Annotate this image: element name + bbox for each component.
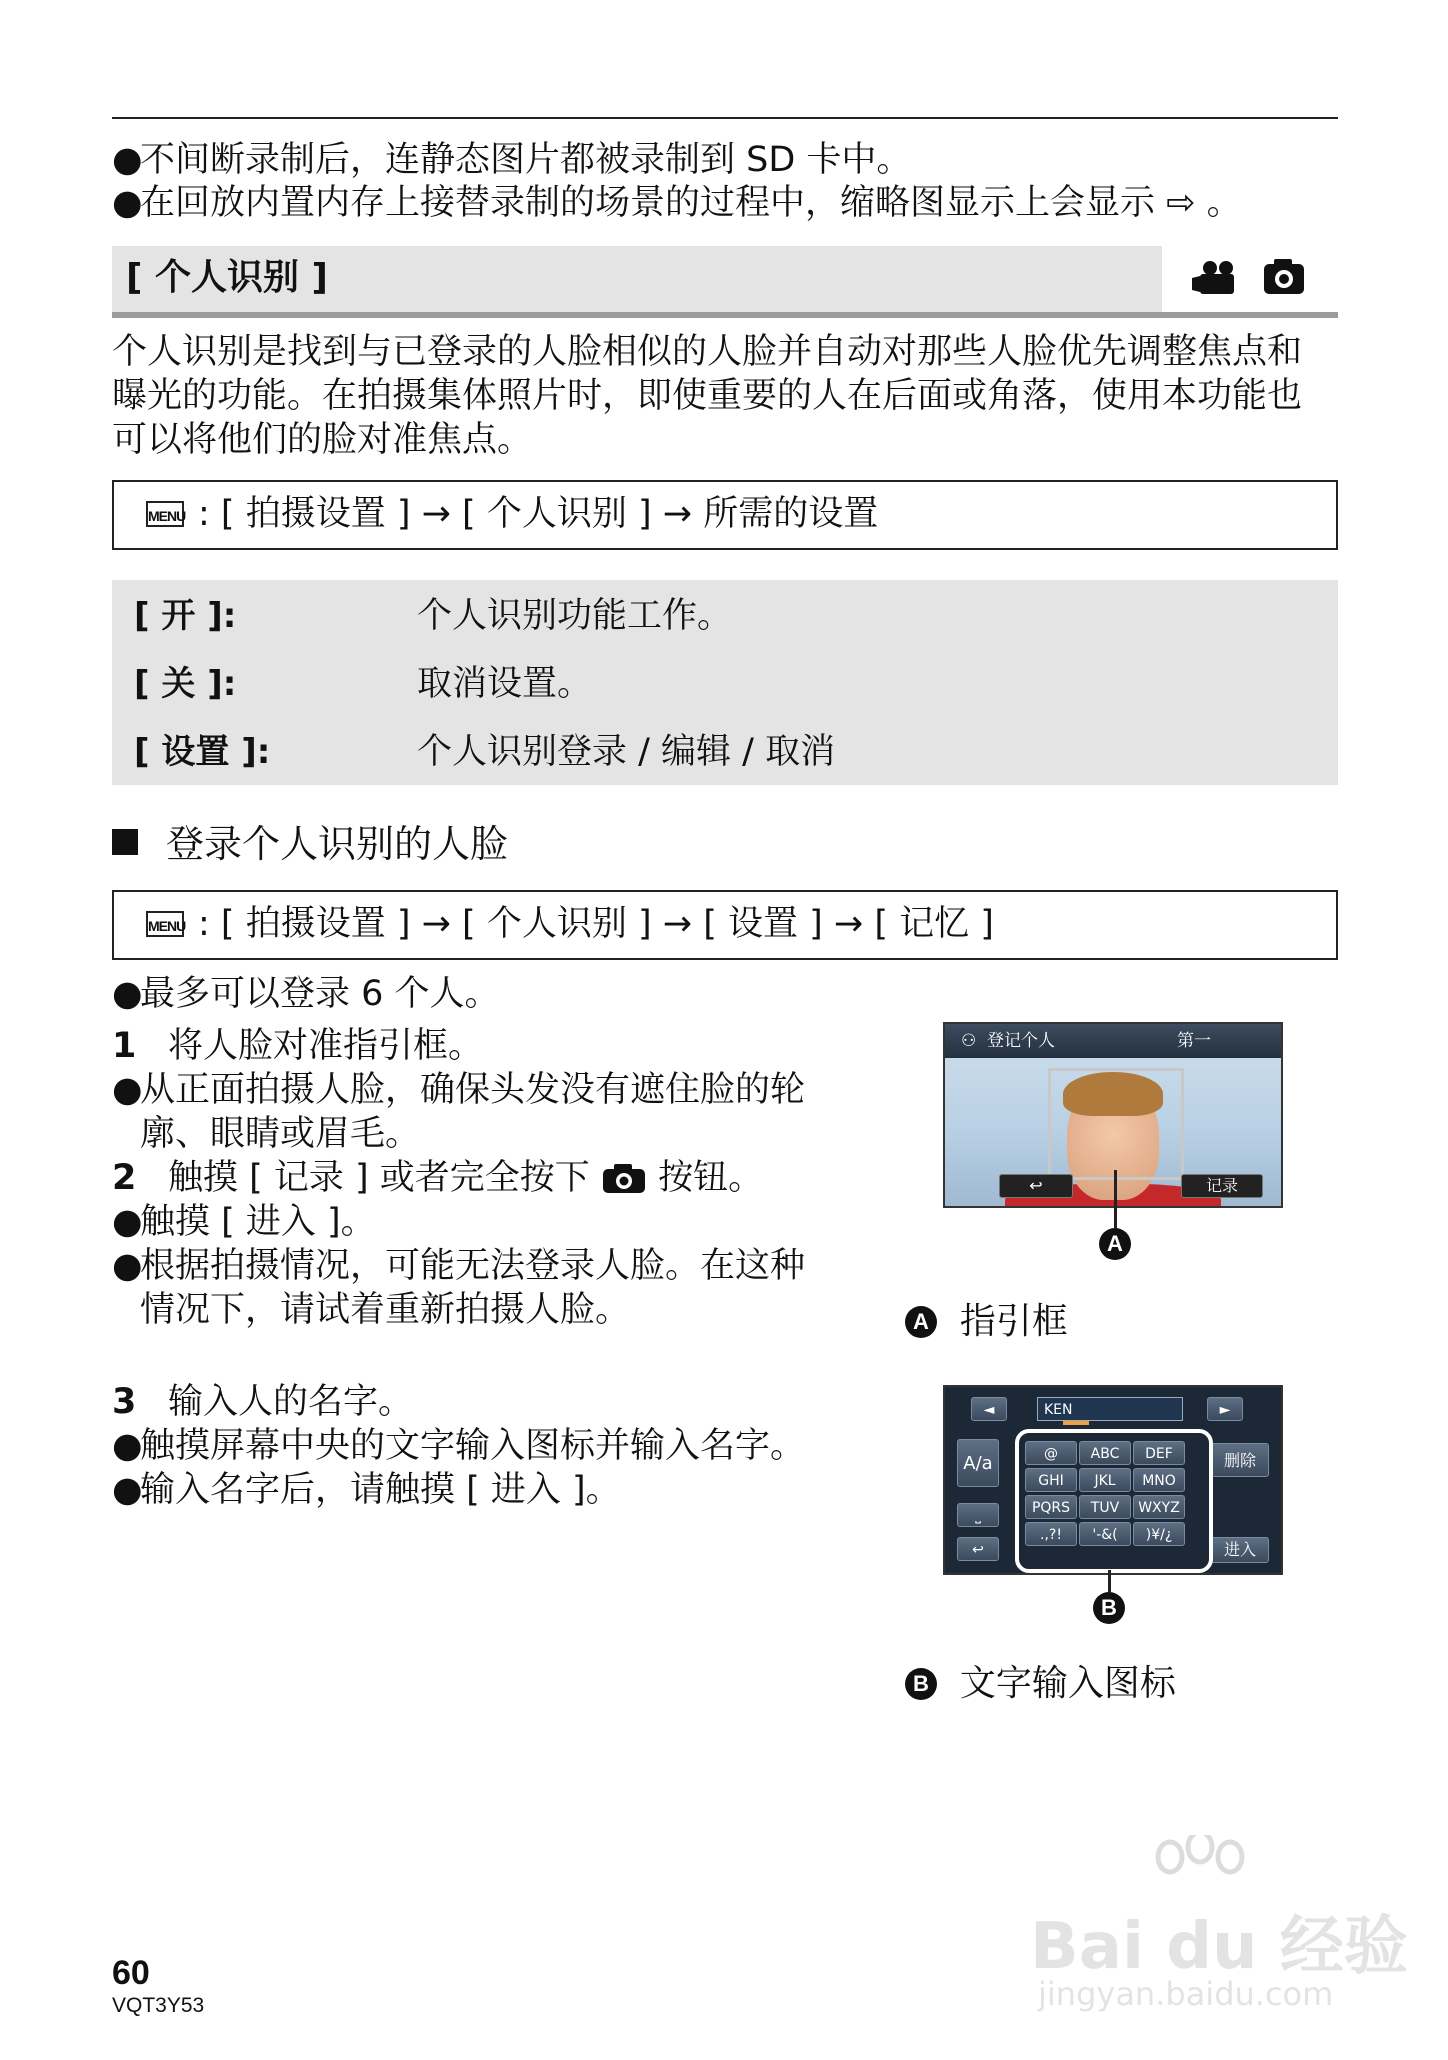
char-key[interactable]: GHI <box>1025 1468 1077 1492</box>
mode-icons <box>1162 246 1338 312</box>
step-2: 2 触摸 [ 记录 ] 或者完全按下 按钮。 <box>112 1158 764 1198</box>
still-camera-icon <box>1264 259 1304 294</box>
caption-b: B 文字输入图标 <box>905 1662 1176 1706</box>
guide-frame <box>1048 1068 1184 1180</box>
callout-leader-a <box>1114 1170 1117 1228</box>
person-icon: ⚇ <box>961 1031 977 1051</box>
bullet-dot: ● <box>112 1426 143 1466</box>
bullet-dot: ● <box>112 974 143 1014</box>
text-input-screen <box>943 1385 1283 1575</box>
section-header <box>112 246 1338 318</box>
char-key[interactable]: PQRS <box>1025 1495 1077 1519</box>
watermark-url: jingyan.baidu.com <box>1038 1975 1334 2013</box>
subheading: 登录个人识别的人脸 <box>112 820 508 868</box>
delete-button[interactable]: 删除 <box>1211 1443 1269 1477</box>
section-title: [ 个人识别 ] <box>126 257 328 298</box>
document-code: VQT3Y53 <box>112 1994 205 2017</box>
intro-bullet-1: ●不间断录制后，连静态图片都被录制到 SD 卡中。 <box>112 140 912 180</box>
char-key[interactable]: '-&( <box>1079 1522 1131 1546</box>
option-label-on: [ 开 ]: <box>134 596 237 636</box>
case-toggle-key[interactable]: A/a <box>957 1439 999 1487</box>
option-label-off: [ 关 ]: <box>134 664 237 704</box>
back-button[interactable]: ↩ <box>999 1174 1073 1198</box>
char-key[interactable]: @ <box>1025 1441 1077 1465</box>
menu-icon: MENU <box>146 501 184 527</box>
menu-path-text-1: : [ 拍摄设置 ] → [ 个人识别 ] → 所需的设置 <box>198 494 879 534</box>
page-number: 60 <box>112 1954 150 1992</box>
step-2-bullet-2: ●根据拍摄情况，可能无法登录人脸。在这种 <box>112 1246 806 1286</box>
char-key[interactable]: .,?! <box>1025 1522 1077 1546</box>
description-line-3: 可以将他们的脸对准焦点。 <box>112 420 533 460</box>
baidu-watermark <box>1030 1835 1408 2015</box>
step-1-bullet: ●从正面拍摄人脸，确保头发没有遮住脸的轮 <box>112 1070 806 1110</box>
option-label-setup: [ 设置 ]: <box>134 732 271 772</box>
caption-a: A 指引框 <box>905 1300 1068 1344</box>
intro-bullet-2: ●在回放内置内存上接替录制的场景的过程中，缩略图显示上会显示 ⇨ 。 <box>112 183 1242 223</box>
description-line-1: 个人识别是找到与已登录的人脸相似的人脸并自动对那些人脸优先调整焦点和 <box>112 332 1303 372</box>
bullet-dot: ● <box>112 1202 143 1242</box>
option-desc-setup: 个人识别登录 / 编辑 / 取消 <box>417 732 836 772</box>
bullet-dot: ● <box>112 183 143 223</box>
menu-path-box-1 <box>112 480 1338 550</box>
char-key[interactable]: JKL <box>1079 1468 1131 1492</box>
text-input-icon-frame <box>1015 1429 1213 1573</box>
step-3: 3 输入人的名字。 <box>112 1382 414 1422</box>
back-key[interactable]: ↩ <box>957 1537 999 1561</box>
bullet-dot: ● <box>112 140 143 180</box>
char-key[interactable]: WXYZ <box>1133 1495 1185 1519</box>
input-cursor <box>1063 1421 1089 1425</box>
name-input-field[interactable]: KEN <box>1037 1397 1183 1421</box>
step-1-bullet-cont: 廓、眼睛或眉毛。 <box>140 1114 421 1154</box>
enter-button[interactable]: 进入 <box>1211 1537 1269 1563</box>
square-bullet-icon <box>112 829 138 855</box>
top-rule <box>112 117 1338 119</box>
screen-topbar <box>945 1024 1281 1058</box>
face-registration-screen <box>943 1022 1283 1208</box>
video-camera-icon <box>1192 261 1234 294</box>
step-2-bullet-1: ●触摸 [ 进入 ]。 <box>112 1202 376 1242</box>
callout-marker-b: B <box>1093 1592 1125 1624</box>
left-arrow-key[interactable]: ◄ <box>971 1397 1007 1421</box>
char-key[interactable]: TUV <box>1079 1495 1131 1519</box>
bullet-dot: ● <box>112 1470 143 1510</box>
watermark-brand: Bai du 经验 <box>1030 1910 1408 1984</box>
shutter-camera-icon <box>601 1161 647 1195</box>
char-key[interactable]: ABC <box>1079 1441 1131 1465</box>
menu-icon: MENU <box>146 911 184 937</box>
callout-marker-a: A <box>1099 1228 1131 1260</box>
step-1: 1 将人脸对准指引框。 <box>112 1026 484 1066</box>
record-button[interactable]: 记录 <box>1181 1174 1263 1198</box>
step-3-bullet-2: ●输入名字后，请触摸 [ 进入 ]。 <box>112 1470 621 1510</box>
description-line-2: 曝光的功能。在拍摄集体照片时，即使重要的人在后面或角落，使用本功能也 <box>112 376 1303 416</box>
menu-path-text-2: : [ 拍摄设置 ] → [ 个人识别 ] → [ 设置 ] → [ 记忆 ] <box>198 904 994 944</box>
mode-icons-svg <box>1162 246 1338 312</box>
char-key[interactable]: MNO <box>1133 1468 1185 1492</box>
menu-path-box-2 <box>112 890 1338 960</box>
callout-leader-b <box>1108 1570 1111 1592</box>
step-2-bullet-2-cont: 情况下，请试着重新拍摄人脸。 <box>140 1290 631 1330</box>
space-key[interactable]: ⎵ <box>957 1503 999 1527</box>
option-desc-off: 取消设置。 <box>417 664 593 704</box>
screen-title: 登记个人 <box>987 1031 1055 1051</box>
options-table <box>112 580 1338 785</box>
bullet-dot: ● <box>112 1070 143 1110</box>
right-arrow-key[interactable]: ► <box>1207 1397 1243 1421</box>
char-key[interactable]: )¥/¿ <box>1133 1522 1185 1546</box>
bullet-dot: ● <box>112 1246 143 1286</box>
option-desc-on: 个人识别功能工作。 <box>417 596 733 636</box>
char-key[interactable]: DEF <box>1133 1441 1185 1465</box>
screen-right-label: 第一 <box>1177 1031 1211 1051</box>
max-note: ●最多可以登录 6 个人。 <box>112 974 500 1014</box>
step-3-bullet-1: ●触摸屏幕中央的文字输入图标并输入名字。 <box>112 1426 806 1466</box>
